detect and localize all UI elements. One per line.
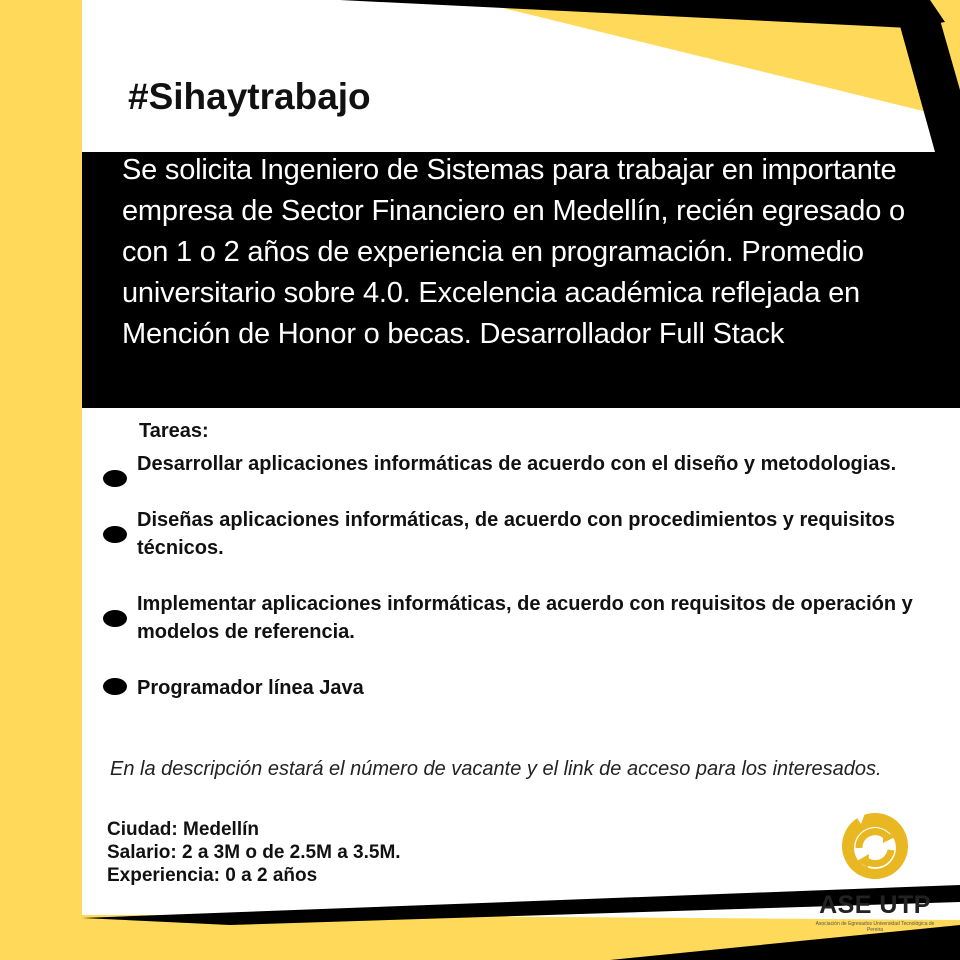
- logo-name: ASE UTP: [819, 891, 931, 919]
- bullet-icon: [103, 526, 127, 543]
- salary-detail: Salario: 2 a 3M o de 2.5M a 3.5M.: [107, 842, 401, 863]
- job-description: Se solicita Ingeniero de Sistemas para trabajar en importante empresa de Sector Financiero en Medellín, recién egresado o con 1 o 2 años de experiencia en programación. Promedio universitario sobre 4.0. Excelencia académica reflejada en Mención de Honor o becas. Desarrollador Full Stack: [122, 154, 905, 350]
- bullet-icon: [103, 678, 127, 695]
- tasks-heading: Tareas:: [139, 420, 209, 442]
- recycle-arrows-icon: [839, 810, 911, 882]
- application-note: En la descripción estará el número de vacante y el link de acceso para los interesados.: [110, 758, 882, 780]
- task-item: [101, 674, 941, 702]
- yellow-left-band: [0, 0, 82, 960]
- task-text: Programador línea Java: [137, 677, 364, 699]
- bullet-icon: [103, 610, 127, 627]
- ase-utp-logo: [810, 810, 940, 933]
- task-text: Diseñas aplicaciones informáticas, de acuerdo con procedimientos y requisitos técnicos.: [137, 509, 896, 559]
- logo-subtitle: Asociación de Egresados Universidad Tecnológica de Pereira: [815, 921, 935, 933]
- task-item: [101, 506, 941, 562]
- task-item: [101, 590, 941, 646]
- task-text: Desarrollar aplicaciones informáticas de acuerdo con el diseño y metodologias.: [137, 453, 897, 475]
- experience-detail: Experiencia: 0 a 2 años: [107, 865, 318, 886]
- task-item: [101, 450, 941, 478]
- bullet-icon: [103, 470, 127, 487]
- job-details: [107, 818, 401, 887]
- task-text: Implementar aplicaciones informáticas, de acuerdo con requisitos de operación y modelos de referencia.: [137, 593, 913, 643]
- hashtag-title: #Sihaytrabajo: [128, 76, 371, 117]
- city-detail: Ciudad: Medellín: [107, 819, 259, 840]
- tasks-list: [101, 450, 941, 702]
